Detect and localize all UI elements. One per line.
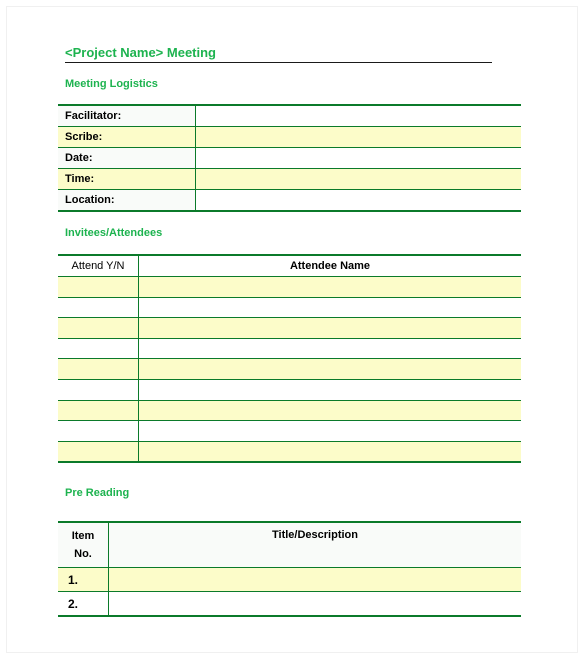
document-title: <Project Name> Meeting — [65, 45, 492, 63]
attend-cell[interactable] — [58, 318, 139, 339]
logistics-row-scribe — [58, 127, 521, 148]
location-field[interactable] — [196, 190, 522, 212]
attendees-heading: Invitees/Attendees — [65, 227, 163, 239]
item-number-cell: 2. — [58, 592, 109, 617]
logistics-row-time — [58, 169, 521, 190]
logistics-row-facilitator — [58, 105, 521, 127]
prereading-table — [58, 521, 521, 617]
time-field[interactable] — [196, 169, 522, 190]
item-number-cell: 1. — [58, 568, 109, 592]
item-header-line2: No. — [74, 548, 92, 560]
attendees-table — [58, 254, 521, 463]
attend-cell[interactable] — [58, 441, 139, 462]
logistics-label: Location: — [58, 190, 196, 212]
attendee-name-cell[interactable] — [139, 359, 522, 380]
logistics-label: Date: — [58, 148, 196, 169]
attendee-name-cell[interactable] — [139, 277, 522, 298]
attendee-row — [58, 277, 521, 298]
attendee-name-cell[interactable] — [139, 338, 522, 359]
attendee-row — [58, 400, 521, 421]
item-header-line1: Item — [71, 530, 95, 542]
logistics-label: Scribe: — [58, 127, 196, 148]
logistics-row-date — [58, 148, 521, 169]
prereading-header-row — [58, 522, 521, 568]
attend-cell[interactable] — [58, 359, 139, 380]
title-description-cell[interactable] — [109, 592, 522, 617]
scribe-field[interactable] — [196, 127, 522, 148]
date-field[interactable] — [196, 148, 522, 169]
logistics-table — [58, 104, 521, 212]
prereading-heading: Pre Reading — [65, 487, 130, 499]
attendee-name-cell[interactable] — [139, 318, 522, 339]
attendee-name-cell[interactable] — [139, 297, 522, 318]
facilitator-field[interactable] — [196, 105, 522, 127]
attendee-name-column-header: Attendee Name — [139, 255, 522, 277]
attendee-row — [58, 318, 521, 339]
prereading-row — [58, 568, 521, 592]
attendee-name-cell[interactable] — [139, 421, 522, 442]
prereading-row — [58, 592, 521, 617]
attendee-row — [58, 297, 521, 318]
attendees-header-row — [58, 255, 521, 277]
attendee-row — [58, 379, 521, 400]
logistics-label: Time: — [58, 169, 196, 190]
title-description-cell[interactable] — [109, 568, 522, 592]
attendee-name-cell[interactable] — [139, 379, 522, 400]
attend-cell[interactable] — [58, 277, 139, 298]
attend-cell[interactable] — [58, 421, 139, 442]
title-description-column-header: Title/Description — [109, 522, 522, 568]
attendee-row — [58, 338, 521, 359]
attendee-name-cell[interactable] — [139, 441, 522, 462]
attendee-row — [58, 359, 521, 380]
attend-column-header: Attend Y/N — [58, 255, 139, 277]
attendee-row — [58, 441, 521, 462]
attend-cell[interactable] — [58, 338, 139, 359]
attendee-name-cell[interactable] — [139, 400, 522, 421]
attendee-row — [58, 421, 521, 442]
logistics-row-location — [58, 190, 521, 212]
logistics-heading: Meeting Logistics — [65, 78, 158, 90]
attend-cell[interactable] — [58, 297, 139, 318]
item-number-column-header — [58, 522, 109, 568]
attend-cell[interactable] — [58, 400, 139, 421]
logistics-label: Facilitator: — [58, 105, 196, 127]
attend-cell[interactable] — [58, 379, 139, 400]
